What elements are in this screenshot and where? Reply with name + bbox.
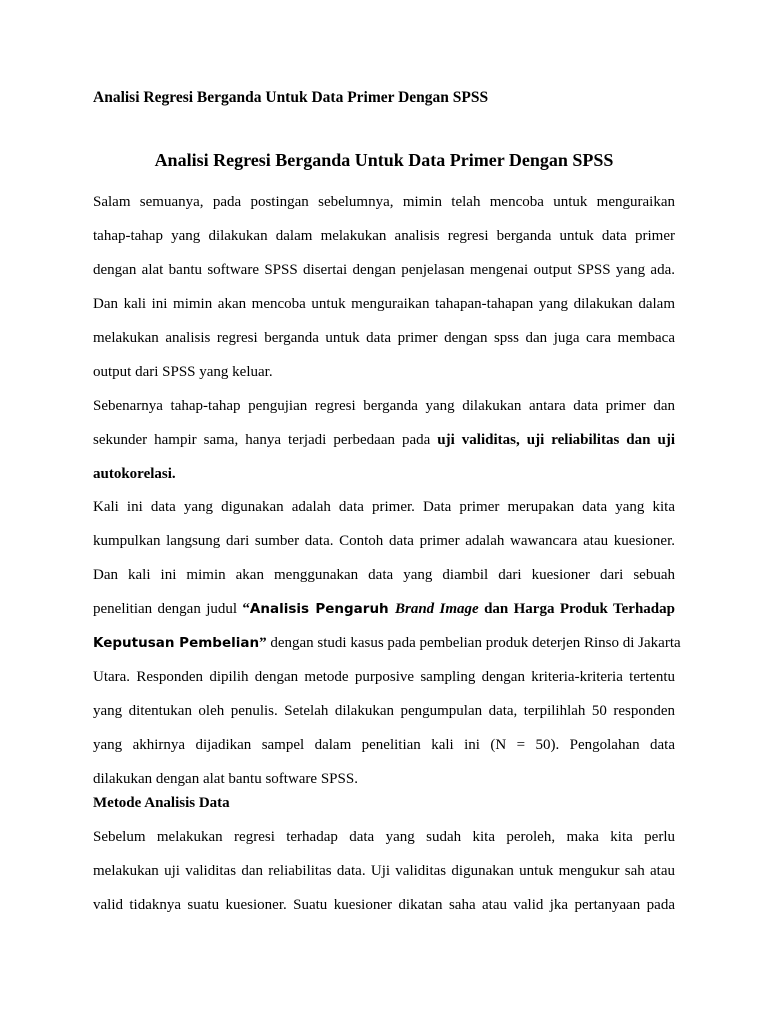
paragraph-text: sekunder hampir sama, hanya terjadi perbedaan pada <box>93 432 438 448</box>
paragraph-line: melakukan uji validitas dan reliabilitas data. Uji validitas digunakan untuk mengukur sah atau <box>93 863 675 879</box>
paragraph-line: Dan kali ini mimin akan menggunakan data yang diambil dari kuesioner dari sebuah <box>93 567 675 583</box>
paragraph-line: melakukan analisis regresi berganda untuk data primer dengan spss dan juga cara membaca <box>93 330 675 346</box>
bold-emphasis: uji validitas, uji reliabilitas dan uji <box>437 432 675 448</box>
paragraph-line: Sebelum melakukan regresi terhadap data yang sudah kita peroleh, maka kita perlu <box>93 829 675 845</box>
paragraph-line <box>93 626 681 660</box>
paragraph-line: dilakukan dengan alat bantu software SPSS. <box>93 771 358 787</box>
document-header-title: Analisi Regresi Berganda Untuk Data Primer Dengan SPSS <box>93 89 489 106</box>
paragraph-line: yang akhirnya dijadikan sampel dalam penelitian kali ini (N = 50). Pengolahan data <box>93 737 675 753</box>
paragraph-line: Utara. Responden dipilih dengan metode purposive sampling dengan kriteria-kriteria tertentu <box>93 669 675 685</box>
paragraph-differences <box>93 389 675 491</box>
paragraph-line: Kali ini data yang digunakan adalah data primer. Data primer merupakan data yang kita <box>93 499 675 515</box>
paragraph-line: dengan alat bantu software SPSS disertai dengan penjelasan mengenai output SPSS yang ada. <box>93 262 675 278</box>
paragraph-text: penelitian dengan judul <box>93 601 243 617</box>
paragraph-line: tahap-tahap yang dilakukan dalam melakukan analisis regresi berganda untuk data primer <box>93 228 675 244</box>
paragraph-data-description <box>93 490 681 796</box>
research-title-part: Analisis Pengaruh <box>249 601 395 617</box>
paragraph-purpose <box>93 287 675 389</box>
paragraph-line <box>93 457 675 491</box>
paragraph-line: Salam semuanya, pada postingan sebelumnya, mimin telah mencoba untuk menguraikan <box>93 194 675 210</box>
paragraph-line: output dari SPSS yang keluar. <box>93 364 273 380</box>
article-title: Analisi Regresi Berganda Untuk Data Primer Dengan SPSS <box>154 150 614 170</box>
paragraph-line <box>93 423 675 457</box>
paragraph-line: valid tidaknya suatu kuesioner. Suatu kuesioner dikatan saha atau valid jka pertanyaan pada <box>93 897 675 913</box>
section-heading: Metode Analisis Data <box>93 795 230 811</box>
paragraph-text: dengan studi kasus pada pembelian produk deterjen Rinso di Jakarta <box>266 635 681 651</box>
research-title-part: dan Harga Produk Terhadap <box>478 601 675 617</box>
paragraph-intro <box>93 185 675 287</box>
paragraph-line: Sebenarnya tahap-tahap pengujian regresi berganda yang dilakukan antara data primer dan <box>93 398 675 414</box>
research-title-italic: Brand Image <box>394 601 479 617</box>
quote-open: “ <box>242 601 250 617</box>
bold-emphasis: autokorelasi. <box>93 466 176 482</box>
quote-close: ” <box>259 635 267 651</box>
paragraph-line: yang ditentukan oleh penulis. Setelah dilakukan pengumpulan data, terpilihlah 50 responden <box>93 703 675 719</box>
paragraph-line: Dan kali ini mimin akan mencoba untuk menguraikan tahapan-tahapan yang dilakukan dalam <box>93 296 675 312</box>
paragraph-method <box>93 820 675 922</box>
research-title-part: Keputusan Pembelian <box>93 635 260 651</box>
paragraph-line <box>93 592 675 626</box>
paragraph-line: kumpulkan langsung dari sumber data. Contoh data primer adalah wawancara atau kuesioner. <box>93 533 675 549</box>
